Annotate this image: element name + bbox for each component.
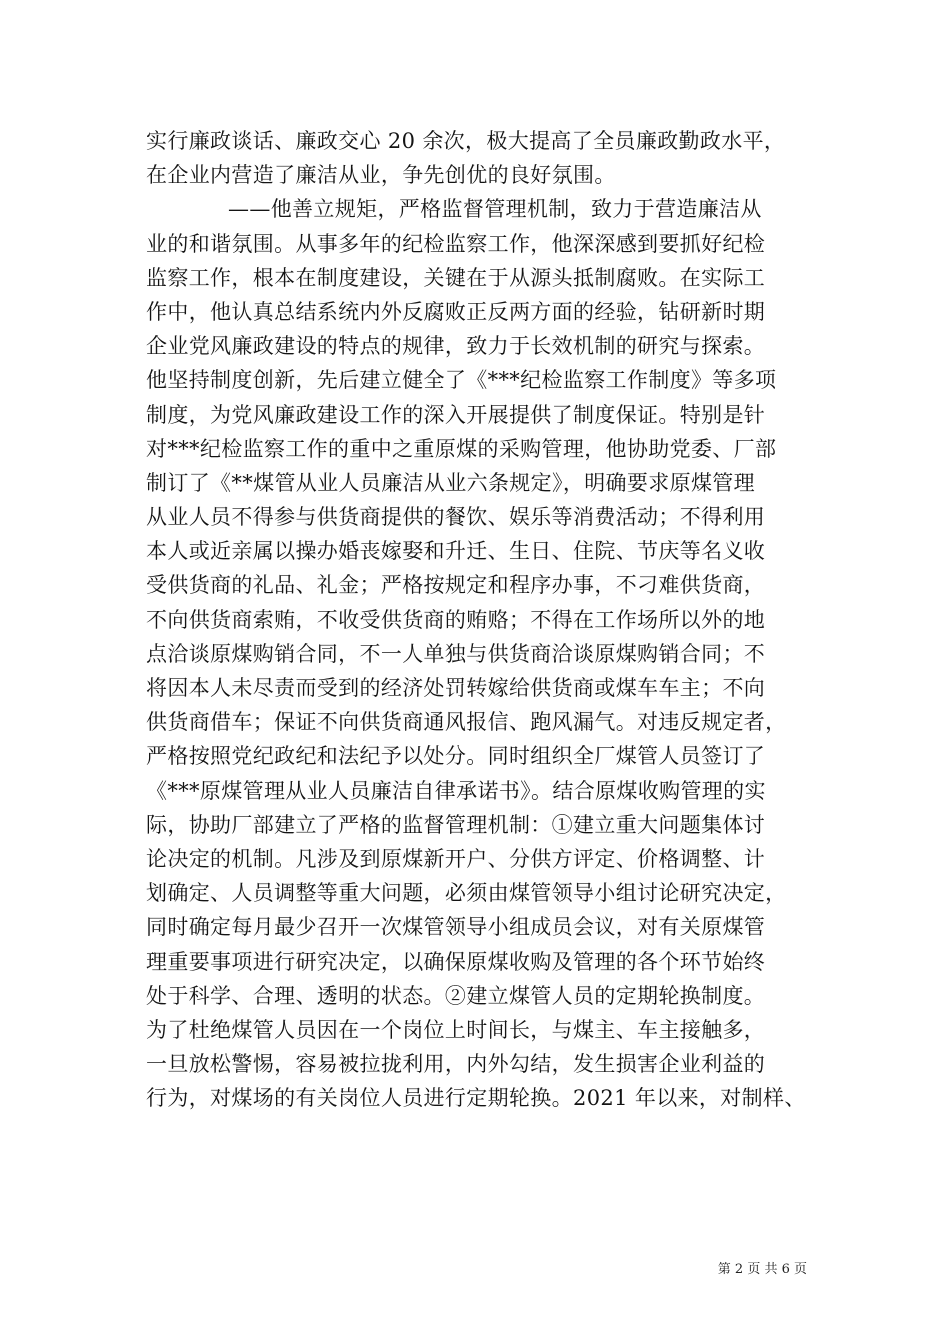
text-line: ——他善立规矩，严格监督管理机制，致力于营造廉洁从 xyxy=(228,197,762,222)
text-line: 企业党风廉政建设的特点的规律，致力于长效机制的研究与探索。 xyxy=(146,334,766,359)
text-line: 将因本人未尽责而受到的经济处罚转嫁给供货商或煤车车主；不向 xyxy=(146,676,766,700)
text-line: 不向供货商索贿，不收受供货商的贿赂；不得在工作场所以外的地 xyxy=(146,607,766,632)
text-line: 实行廉政谈话、廉政交心 20 余次，极大提高了全员廉政勤政水平， xyxy=(146,129,786,153)
text-line: 处于科学、合理、透明的状态。②建立煤管人员的定期轮换制度。 xyxy=(146,983,766,1008)
text-line: 对***纪检监察工作的重中之重原煤的采购管理，他协助党委、厂部 xyxy=(146,436,777,461)
text-line: 同时确定每月最少召开一次煤管领导小组成员会议，对有关原煤管 xyxy=(146,915,766,940)
text-line: 作中，他认真总结系统内外反腐败正反两方面的经验，钻研新时期 xyxy=(146,299,766,324)
body-text xyxy=(146,124,826,1115)
text-line: 制订了《**煤管从业人员廉洁从业六条规定》，明确要求原煤管理 xyxy=(146,470,755,495)
text-line: 理重要事项进行研究决定，以确保原煤收购及管理的各个环节始终 xyxy=(146,949,766,974)
text-line: 为了杜绝煤管人员因在一个岗位上时间长，与煤主、车主接触多， xyxy=(146,1017,766,1042)
text-line: 行为，对煤场的有关岗位人员进行定期轮换。2021 年以来，对制样、 xyxy=(146,1086,806,1111)
text-line: 际，协助厂部建立了严格的监督管理机制：①建立重大问题集体讨 xyxy=(146,812,766,837)
text-line: 供货商借车；保证不向供货商通风报信、跑风漏气。对违反规定者， xyxy=(146,710,787,735)
text-line: 在企业内营造了廉洁从业，争先创优的良好氛围。 xyxy=(146,163,616,188)
text-line: 本人或近亲属以操办婚丧嫁娶和升迁、生日、住院、节庆等名义收 xyxy=(146,539,766,564)
text-line: 严格按照党纪政纪和法纪予以处分。同时组织全厂煤管人员签订了 xyxy=(146,744,766,769)
page-number-footer: 第 2 页 共 6 页 xyxy=(717,1262,807,1277)
text-line: 监察工作，根本在制度建设，关键在于从源头抵制腐败。在实际工 xyxy=(146,265,766,290)
text-line: 划确定、人员调整等重大问题，必须由煤管领导小组讨论研究决定， xyxy=(146,881,787,906)
text-line: 点洽谈原煤购销合同，不一人单独与供货商洽谈原煤购销合同；不 xyxy=(146,641,766,666)
text-line: 从业人员不得参与供货商提供的餐饮、娱乐等消费活动；不得利用 xyxy=(146,505,766,530)
text-line: 一旦放松警惕，容易被拉拢利用，内外勾结，发生损害企业利益的 xyxy=(146,1052,766,1077)
text-line: 制度，为党风廉政建设工作的深入开展提供了制度保证。特别是针 xyxy=(146,402,766,427)
text-line: 论决定的机制。凡涉及到原煤新开户、分供方评定、价格调整、计 xyxy=(146,846,766,871)
text-line: 《***原煤管理从业人员廉洁自律承诺书》。结合原煤收购管理的实 xyxy=(146,778,766,803)
text-line: 业的和谐氛围。从事多年的纪检监察工作，他深深感到要抓好纪检 xyxy=(146,231,766,256)
text-line: 他坚持制度创新，先后建立健全了《***纪检监察工作制度》等多项 xyxy=(146,368,777,393)
text-line: 受供货商的礼品、礼金；严格按规定和程序办事，不刁难供货商， xyxy=(146,573,766,598)
